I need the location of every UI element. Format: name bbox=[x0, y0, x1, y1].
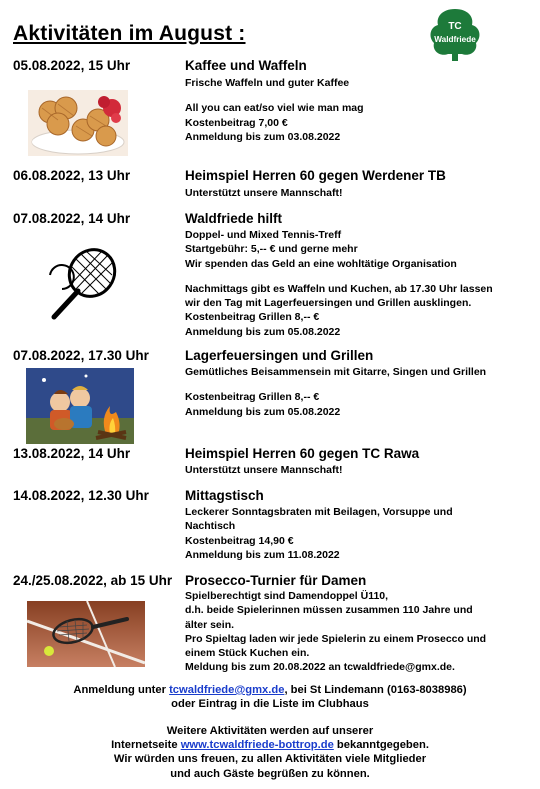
event-body: Unterstützt unsere Mannschaft! bbox=[185, 187, 343, 199]
event-date: 07.08.2022, 17.30 Uhr bbox=[13, 348, 149, 363]
website-link[interactable]: www.tcwaldfriede-bottrop.de bbox=[180, 739, 334, 752]
registration-info: Anmeldung unter tcwaldfriede@gmx.de, bei St Lindemann (0163-8038986) oder Eintrag in die Liste im Clubhaus bbox=[73, 684, 467, 711]
event-body: Spielberechtigt sind Damendoppel Ü110, d.h. beide Spielerinnen müssen zusammen 110 Jahre und älter sein. Pro Spieltag laden wir jede Spielerin zu einem Prosecco und einem Stück Kuchen ein. Meldung bis zum 20.08.2022 an tcwaldfriede@gmx.de. bbox=[185, 590, 487, 674]
event-body: Leckerer Sonntagsbraten mit Beilagen, Vorsuppe und Nachtisch Kostenbeitrag 14,90 € Anmeldung bis zum 11.08.2022 bbox=[185, 506, 453, 561]
event-date: 06.08.2022, 13 Uhr bbox=[13, 168, 131, 183]
page-title: Aktivitäten im August : bbox=[13, 22, 246, 45]
event-date: 05.08.2022, 15 Uhr bbox=[13, 58, 131, 73]
event-title: Prosecco-Turnier für Damen bbox=[185, 573, 367, 588]
tree-logo-icon bbox=[426, 7, 484, 63]
event-date: 14.08.2022, 12.30 Uhr bbox=[13, 488, 149, 503]
logo-text-tc: TC bbox=[448, 21, 462, 32]
event-title: Heimspiel Herren 60 gegen Werdener TB bbox=[185, 168, 446, 183]
logo-text-waldfriede: Waldfriede bbox=[434, 35, 476, 44]
event-title: Waldfriede hilft bbox=[185, 211, 282, 226]
event-body: Doppel- und Mixed Tennis-Treff Startgebühr: 5,-- € und gerne mehr Wir spenden das Geld an eine wohltätige Organisation Nachmittags gibt es Waffeln und Kuchen, ab 17.30 Uhr lassen wir den Tag mit Lagerfeuersingen und Grillen ausklingen. Kostenbeitrag Grillen 8,-- € Anmeldung bis zum 05.08.2022 bbox=[185, 229, 493, 338]
event-date: 24./25.08.2022, ab 15 Uhr bbox=[13, 573, 173, 588]
event-date: 13.08.2022, 14 Uhr bbox=[13, 446, 131, 461]
event-body: Unterstützt unsere Mannschaft! bbox=[185, 464, 343, 476]
event-body: Gemütliches Beisammensein mit Gitarre, Singen und Grillen Kostenbeitrag Grillen 8,-- € Anmeldung bis zum 05.08.2022 bbox=[185, 366, 487, 418]
event-body: Frische Waffeln und guter Kaffee All you can eat/so viel wie man mag Kostenbeitrag 7,00 € Anmeldung bis zum 03.08.2022 bbox=[185, 77, 364, 143]
event-date: 07.08.2022, 14 Uhr bbox=[13, 211, 131, 226]
tennis-court-image bbox=[27, 601, 145, 667]
event-title: Lagerfeuersingen und Grillen bbox=[185, 348, 374, 363]
event-title: Mittagstisch bbox=[185, 488, 264, 503]
event-title: Kaffee und Waffeln bbox=[185, 58, 307, 73]
tennis-racket-icon bbox=[40, 245, 122, 327]
club-logo bbox=[426, 7, 484, 63]
event-title: Heimspiel Herren 60 gegen TC Rawa bbox=[185, 446, 420, 461]
registration-email-link[interactable]: tcwaldfriede@gmx.de bbox=[169, 684, 285, 696]
more-info: Weitere Aktivitäten werden auf unserer Internetseite www.tcwaldfriede-bottrop.de bekanntgegeben. Wir würden uns freuen, zu allen Aktivitäten viele Mitglieder und auch Gäste begrüßen zu können. bbox=[111, 725, 429, 780]
waffles-image bbox=[28, 90, 128, 156]
campfire-image bbox=[26, 368, 134, 444]
